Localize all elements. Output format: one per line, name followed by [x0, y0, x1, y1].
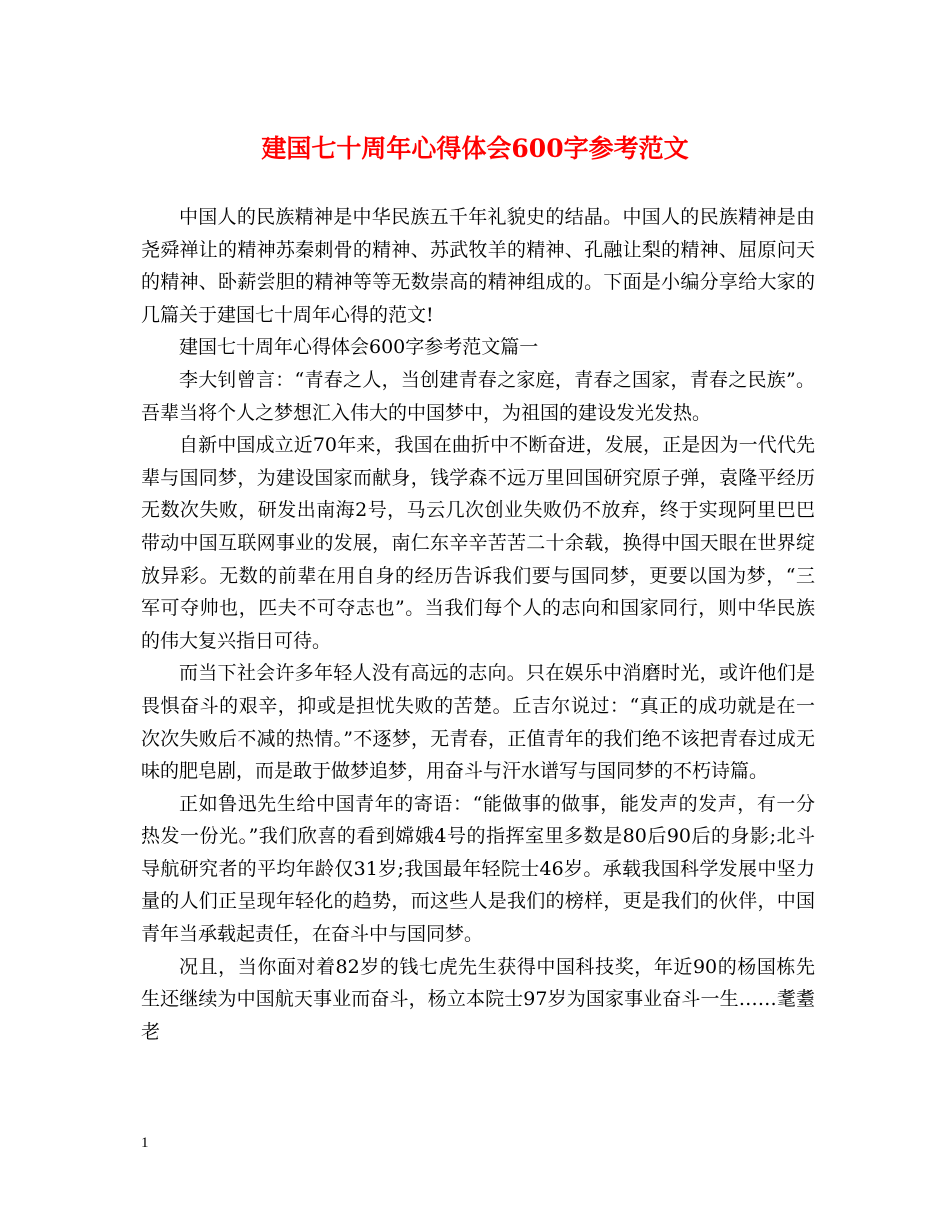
paragraph-young-people: 而当下社会许多年轻人没有高远的志向。只在娱乐中消磨时光，或许他们是畏惧奋斗的艰辛，抑或是担忧失败的苦楚。丘吉尔说过：“真正的成功就是在一次次失败后不减的热情。”不逐梦，无青春，正值青年的我们绝不该把青春过成无味的肥皂剧，而是敢于做梦追梦，用奋斗与汗水谱写与国同梦的不朽诗篇。 [141, 662, 815, 783]
section-heading: 建国七十周年心得体会600字参考范文篇一 [179, 336, 539, 359]
paragraph-seventy-years: 自新中国成立近70年来，我国在曲折中不断奋进，发展，正是因为一代代先辈与国同梦，为建设国家而献身，钱学森不远万里回国研究原子弹，袁隆平经历无数次失败，研发出南海2号，马云几次创业失败仍不放弃，终于实现阿里巴巴带动中国互联网事业的发展，南仁东辛辛苦苦二十余载，换得中国天眼在世界绽放异彩。无数的前辈在用自身的经历告诉我们要与国同梦，更要以国为梦，“三军可夺帅也，匹夫不可夺志也”。当我们每个人的志向和国家同行，则中华民族的伟大复兴指日可待。 [141, 434, 815, 652]
paragraph-intro: 中国人的民族精神是中华民族五千年礼貌史的结晶。中国人的民族精神是由尧舜禅让的精神苏秦刺骨的精神、苏武牧羊的精神、孔融让梨的精神、屈原问天的精神、卧薪尝胆的精神等等无数崇高的精神组成的。下面是小编分享给大家的几篇关于建国七十周年心得的范文! [141, 206, 815, 326]
paragraph-lu-xun: 正如鲁迅先生给中国青年的寄语：“能做事的做事，能发声的发声，有一分热发一份光。”我们欣喜的看到嫦娥4号的指挥室里多数是80后90后的身影;北斗导航研究者的平均年龄仅31岁;我国最年轻院士46岁。承载我国科学发展中坚力量的人们正呈现年轻化的趋势，而这些人是我们的榜样，更是我们的伙伴，中国青年当承载起责任，在奋斗中与国同梦。 [141, 792, 815, 946]
paragraph-elder-scientists: 况且，当你面对着82岁的钱七虎先生获得中国科技奖，年近90的杨国栋先生还继续为中国航天事业而奋斗，杨立本院士97岁为国家事业奋斗一生……耄耋老 [141, 955, 815, 1043]
document-title: 建国七十周年心得体会600字参考范文 [261, 134, 689, 163]
page-number: 1 [141, 1135, 149, 1151]
paragraph-quote-li-dazhao: 李大钊曾言：“青春之人，当创建青春之家庭，青春之国家，青春之民族”。吾辈当将个人之梦想汇入伟大的中国梦中，为祖国的建设发光发热。 [141, 368, 815, 424]
document-body [141, 201, 815, 1048]
